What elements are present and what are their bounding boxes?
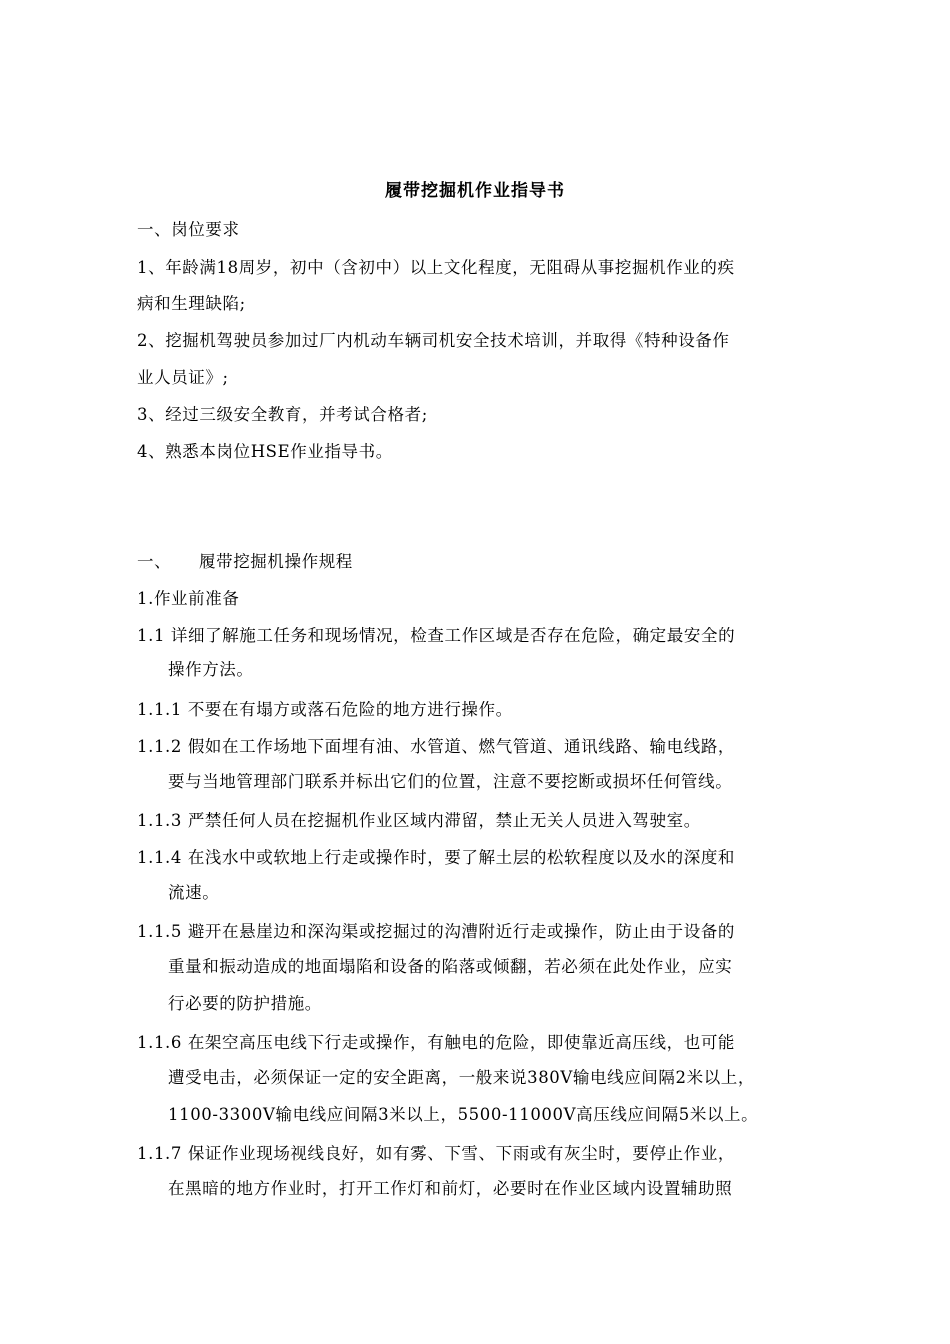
section2-line-13: 遭受电击，必须保证一定的安全距离，一般来说380V输电线应间隔2米以上， bbox=[168, 1068, 756, 1087]
section2-number: 一、 bbox=[137, 552, 172, 571]
section2-line-15: 1.1.7 保证作业现场视线良好，如有雾、下雪、下雨或有灰尘时，要停止作业， bbox=[137, 1144, 736, 1163]
section1-line-5: 3、经过三级安全教育，并考试合格者; bbox=[137, 405, 428, 424]
section2-line-7: 1.1.4 在浅水中或软地上行走或操作时，要了解土层的松软程度以及水的深度和 bbox=[137, 848, 736, 867]
section2-line-6: 1.1.3 严禁任何人员在挖掘机作业区域内滞留，禁止无关人员进入驾驶室。 bbox=[137, 811, 701, 830]
document-title: 履带挖掘机作业指导书 bbox=[385, 181, 565, 201]
section2-line-1: 1.1 详细了解施工任务和现场情况，检查工作区域是否存在危险，确定最安全的 bbox=[137, 626, 736, 645]
section1-line-2: 病和生理缺陷; bbox=[137, 294, 246, 313]
section1-line-1: 1、年龄满18周岁，初中（含初中）以上文化程度，无阻碍从事挖掘机作业的疾 bbox=[137, 258, 735, 277]
section2-line-2: 操作方法。 bbox=[168, 660, 254, 679]
section1-heading: 一、岗位要求 bbox=[137, 220, 240, 239]
section2-line-8: 流速。 bbox=[168, 883, 220, 902]
section2-title: 履带挖掘机操作规程 bbox=[199, 552, 353, 571]
section2-line-9: 1.1.5 避开在悬崖边和深沟渠或挖掘过的沟漕附近行走或操作，防止由于设备的 bbox=[137, 922, 736, 941]
section2-heading bbox=[137, 549, 837, 575]
section2-line-14: 1100-3300V输电线应间隔3米以上，5500-11000V高压线应间隔5米以上。 bbox=[168, 1105, 759, 1124]
section2-line-5: 要与当地管理部门联系并标出它们的位置，注意不要挖断或损坏任何管线。 bbox=[168, 772, 733, 791]
section1-line-6: 4、熟悉本岗位HSE作业指导书。 bbox=[137, 442, 393, 461]
section2-line-4: 1.1.2 假如在工作场地下面埋有油、水管道、燃气管道、通讯线路、输电线路， bbox=[137, 737, 736, 756]
section2-line-12: 1.1.6 在架空高压电线下行走或操作，有触电的危险，即使靠近高压线，也可能 bbox=[137, 1033, 736, 1052]
section1-line-4: 业人员证》; bbox=[137, 368, 229, 387]
section2-line-16: 在黑暗的地方作业时，打开工作灯和前灯，必要时在作业区域内设置辅助照 bbox=[168, 1179, 733, 1198]
section2-sub-heading: 1.作业前准备 bbox=[137, 589, 240, 608]
section1-line-3: 2、挖掘机驾驶员参加过厂内机动车辆司机安全技术培训，并取得《特种设备作 bbox=[137, 331, 730, 350]
section2-line-3: 1.1.1 不要在有塌方或落石危险的地方进行操作。 bbox=[137, 700, 513, 719]
section2-line-11: 行必要的防护措施。 bbox=[168, 994, 322, 1013]
section2-line-10: 重量和振动造成的地面塌陷和设备的陷落或倾翻，若必须在此处作业，应实 bbox=[168, 957, 733, 976]
